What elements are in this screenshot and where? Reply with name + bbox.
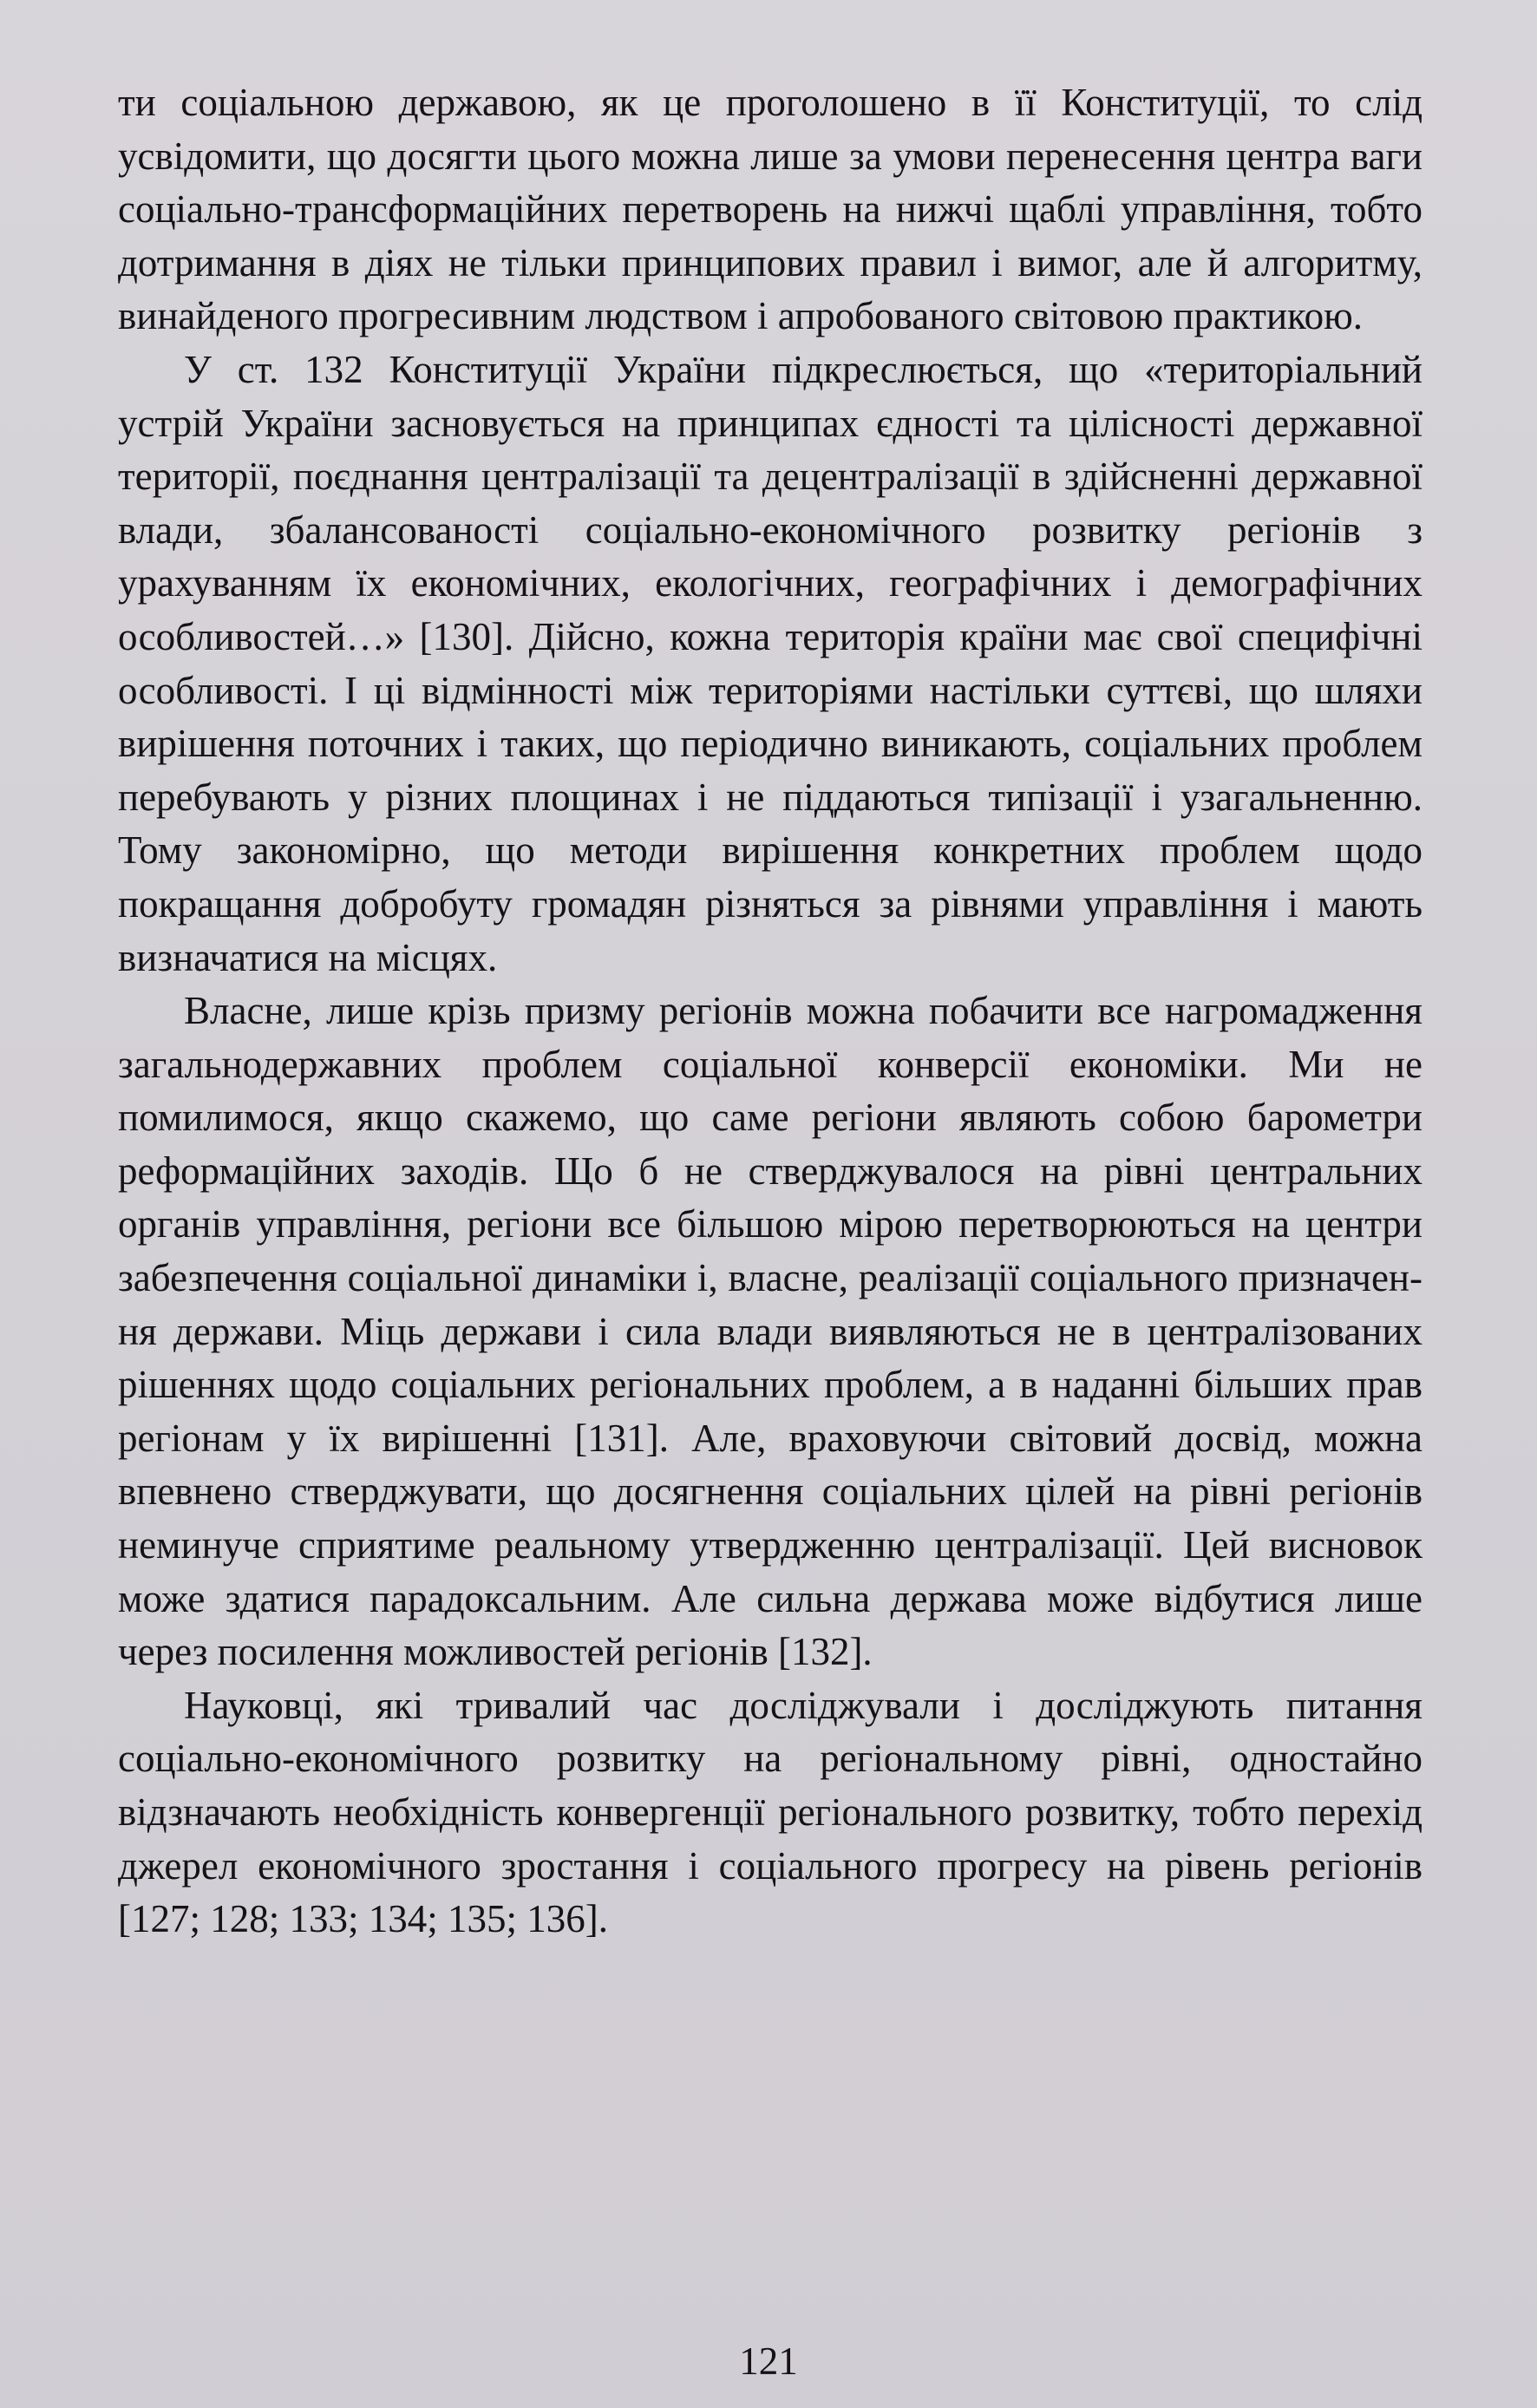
paragraph-4: Науковці, які тривалий час досліджували і досліджують питання соціально-економічного розвитку на регіональному рівні, одностайно відзначають необхідність конвергенції регіонального розвитку, тобто перехід джерел економічного зростання і соціального прогресу на рівень регіонів [127; 128; 133; 134; 135; 136]. <box>118 1683 1423 1941</box>
body-text <box>118 76 1423 1947</box>
page-number: 121 <box>739 2339 798 2383</box>
paragraph-3: Власне, лише крізь призму регіонів можна побачити все нагромадження загальнодержавних проблем соціальної конверсії економіки. Ми не помилимося, якщо скажемо, що саме регіони являють собою барометри реформаційних заходів. Що б не стверджувалося на рівні центральних органів управління, регіони все більшою мірою перетворюються на центри забезпечення соціальної динаміки і, власне, реалізації соціального призначення держави. Міць держави і сила влади виявляються не в централізованих рішеннях щодо соціальних регіональних проблем, а в наданні більших прав регіонам у їх вирішенні [131]. Але, враховуючи світовий досвід, можна впевнено стверджувати, що досягнення соціальних цілей на рівні регіонів неминуче сприятиме реальному утвердженню централізації. Цей висновок може здатися парадоксальним. Але сильна держава може відбутися лише через посилення можливостей регіонів [132]. <box>118 989 1423 1674</box>
paragraph-2: У ст. 132 Конституції України підкреслюється, що «територіальний устрій України засновується на принципах єдності та цілісності державної території, поєднання централізації та децентралізації в здійсненні державної влади, збалансованості соціально-економічного розвитку регіонів з урахуванням їх економічних, екологічних, географічних і демографічних особливостей…» [130]. Дійсно, кожна територія країни має свої специфічні особливості. І ці відмінності між територіями настільки суттєві, що шляхи вирішення поточних і таких, що періодично виникають, соціальних проблем перебувають у різних площинах і не піддаються типізації і узагальненню. Тому закономірно, що методи вирішення конкретних проблем щодо покращання добробуту громадян різняться за рівнями управління і мають визначатися на місцях. <box>118 347 1423 979</box>
paragraph-1: ти соціальною державою, як це проголошено в її Конституції, то слід усвідомити, що досягти цього можна лише за умови перенесення центра ваги соціально-трансформаційних перетворень на нижчі щаблі управління, тобто дотримання в діях не тільки принципових правил і вимог, але й алгоритму, винайденого прогресивним людством і апробованого світовою практикою. <box>118 81 1423 338</box>
